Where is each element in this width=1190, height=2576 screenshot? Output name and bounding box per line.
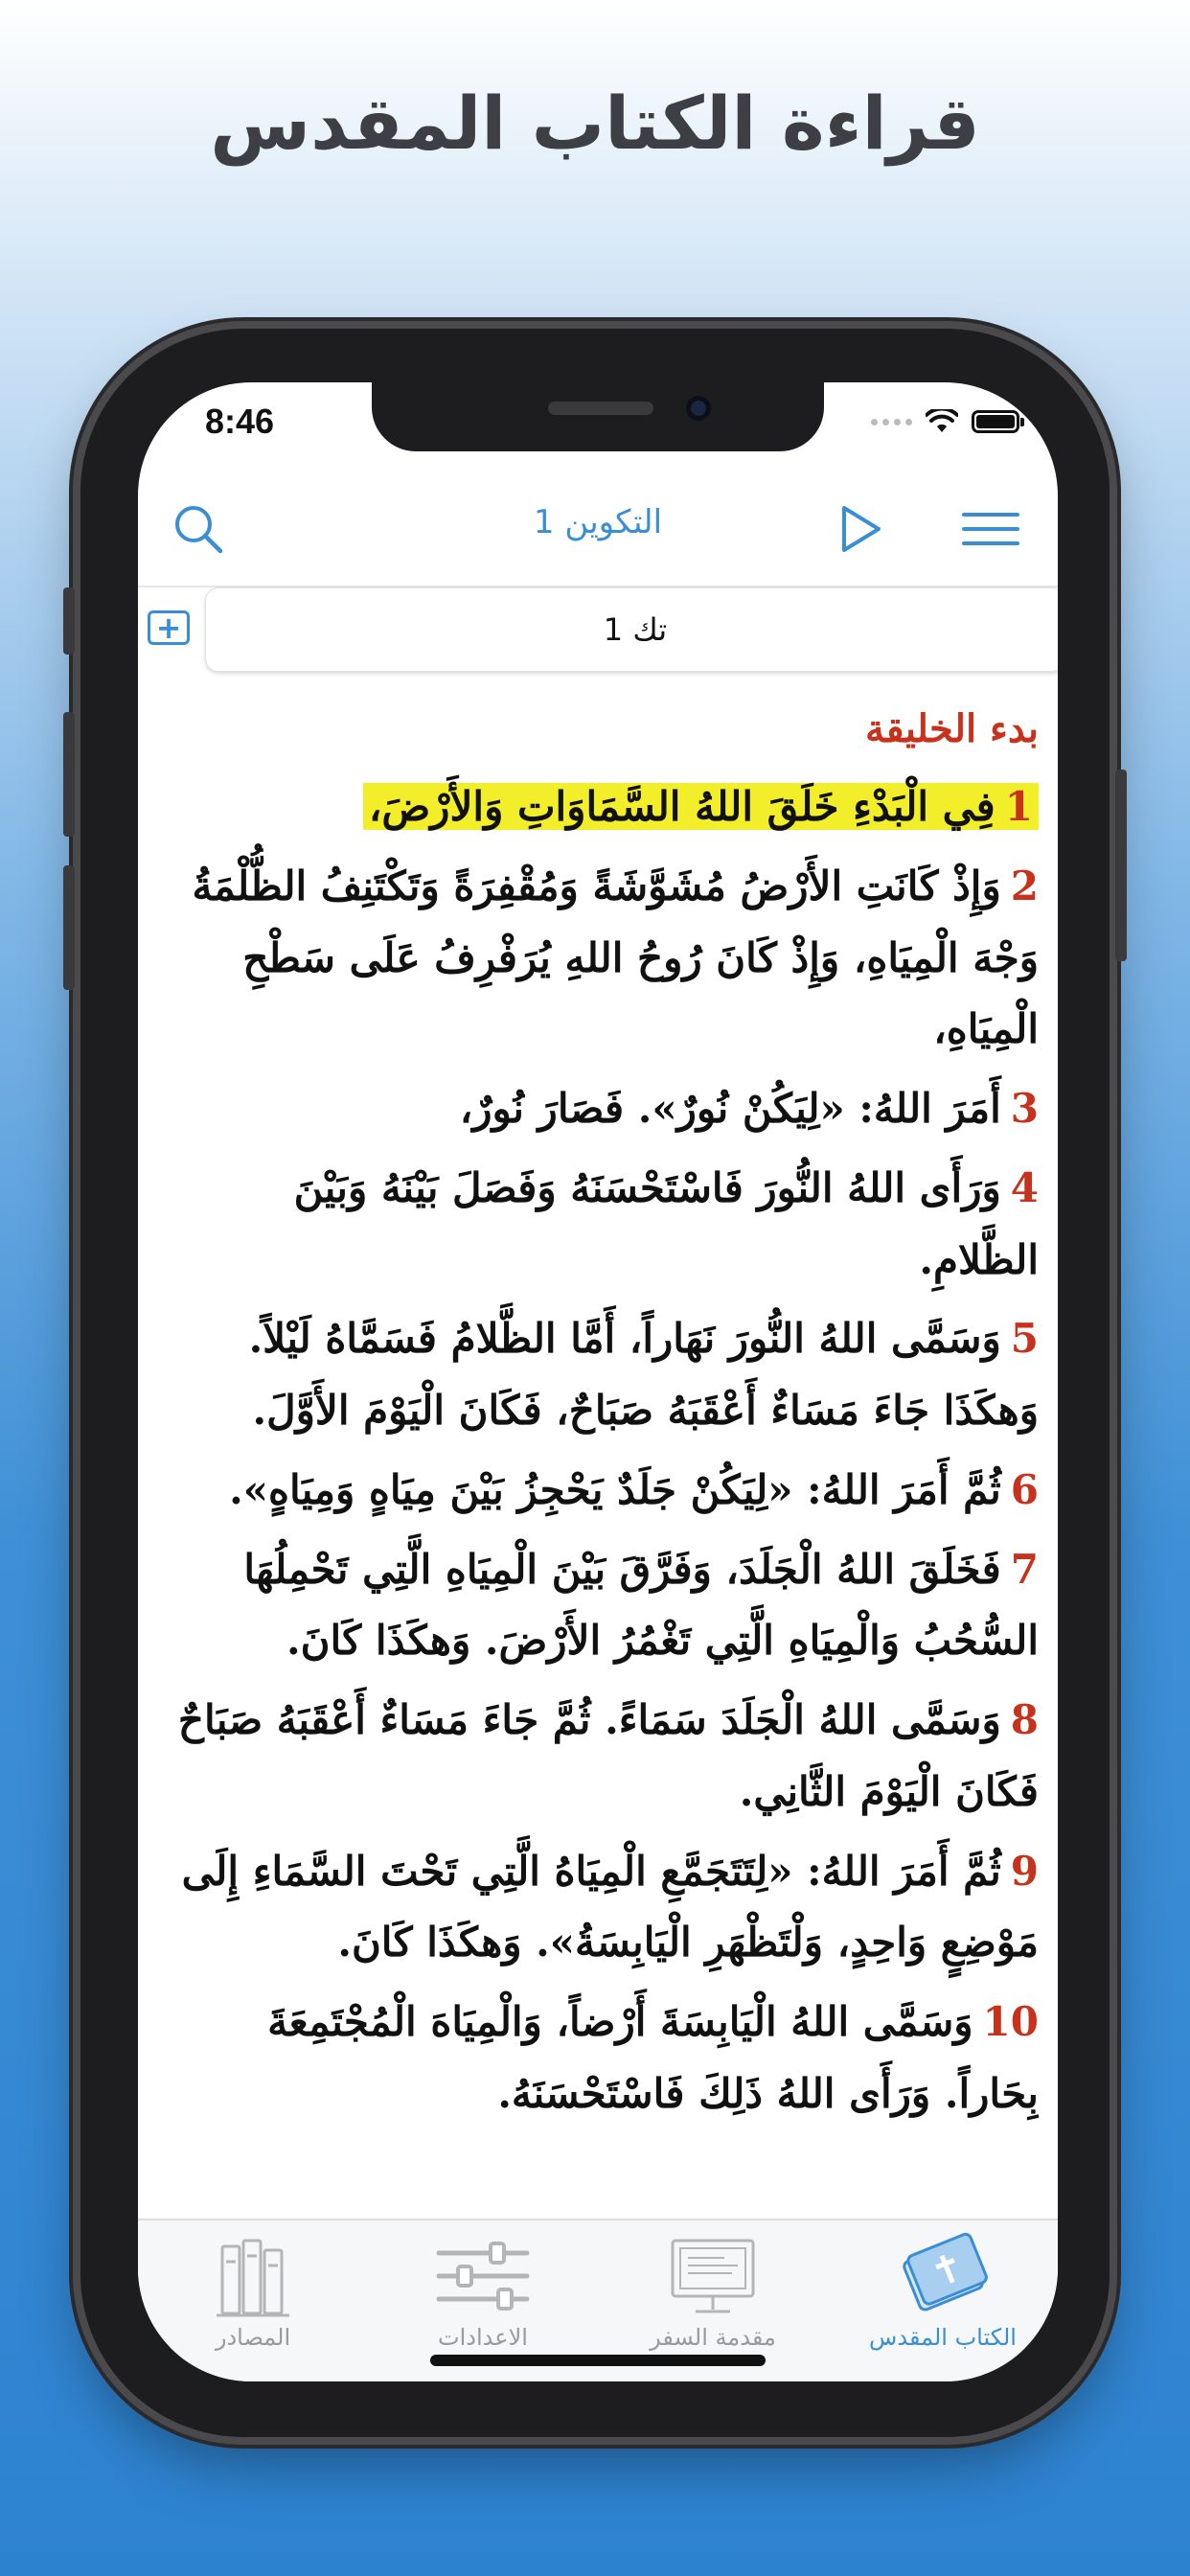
volume-up-button [63,712,75,837]
bottom-tab-bar [138,2219,1058,2381]
verse-7[interactable] [176,1534,1039,1678]
earpiece-speaker [548,402,653,415]
tab-label: الاعدادات [438,2324,528,2351]
bible-book-icon [893,2232,993,2320]
verse-number: 3 [1010,1085,1039,1132]
verse-number: 4 [1010,1163,1039,1211]
section-heading: بدء الخليقة [865,706,1039,751]
verse-8[interactable] [176,1685,1039,1828]
play-icon [838,504,884,554]
promo-headline: قراءة الكتاب المقدس [210,80,980,166]
status-icons [871,407,1019,436]
play-audio-button[interactable] [828,495,895,563]
verse-text: فِي الْبَدْءِ خَلَقَ اللهُ السَّمَاوَاتِ وَالأَرْضَ، [368,783,995,830]
verse-text: فَخَلَقَ اللهُ الْجَلَدَ، وَفَرَّقَ بَيْنَ الْمِيَاهِ الَّتِي تَحْمِلُهَا السُّحُبُ وَالْمِيَاهِ الَّتِي تَغْمُرُ الأَرْضَ. وَهكَذَا كَانَ. [243,1545,1039,1665]
chapter-tab[interactable] [205,587,1058,672]
verse-2[interactable] [176,851,1039,1066]
chapter-tab-label: تك 1 [603,611,668,648]
tab-label: الكتاب المقدس [869,2324,1017,2351]
chapter-tab-bar [138,587,1058,678]
settings-sliders-icon [435,2238,531,2314]
status-time: 8:46 [205,402,275,441]
scripture-reading-area[interactable] [176,699,1039,2218]
tab-label: مقدمة السفر [650,2324,776,2351]
verse-number: 2 [1010,862,1039,909]
phone-frame [80,329,1110,2437]
verse-text: ثُمَّ أَمَرَ اللهُ: «لِتَتَجَمَّعِ الْمِيَاهُ الَّتِي تَحْتَ السَّمَاءِ إِلَى مَوْضِعٍ وَاحِدٍ، وَلْتَظْهَرِ الْيَابِسَةُ». وَهكَذَا كَانَ. [181,1847,1039,1966]
notch [372,382,824,451]
tab-label: المصادر [215,2324,291,2351]
verse-text: ثُمَّ أَمَرَ اللهُ: «لِيَكُنْ جَلَدٌ يَحْجِزُ بَيْنَ مِيَاهٍ وَمِيَاهٍ». [229,1465,1001,1513]
power-button [1115,770,1127,961]
verse-number: 1 [1004,783,1033,830]
verse-text: وَسَمَّى اللهُ الْجَلَدَ سَمَاءً. ثُمَّ جَاءَ مَسَاءٌ أَعْقَبَهُ صَبَاحٌ فَكَانَ الْيَوْمَ الثَّانِي. [177,1696,1039,1815]
tab-bible[interactable] [828,2220,1058,2381]
verse-number: 6 [1010,1465,1039,1513]
front-camera [686,396,711,421]
add-tab-button[interactable] [148,610,190,645]
tab-resources[interactable] [138,2220,368,2381]
navigation-bar [138,478,1058,587]
verse-4[interactable] [176,1153,1039,1297]
phone-screen [138,382,1058,2381]
verse-number: 8 [1010,1696,1039,1743]
verse-text: وَسَمَّى اللهُ الْيَابِسَةَ أَرْضاً، وَالْمِيَاهَ الْمُجْتَمِعَةَ بِحَاراً. وَرَأَى اللهُ ذَلِكَ فَاسْتَحْسَنَهُ. [267,1998,1039,2117]
verse-5[interactable] [176,1303,1039,1447]
cellular-signal-icon [871,419,912,426]
verse-number: 5 [1010,1315,1039,1363]
battery-icon [972,410,1019,433]
home-indicator[interactable] [430,2355,766,2366]
hamburger-menu-icon [962,510,1019,548]
menu-button[interactable] [957,495,1024,563]
book-introduction-icon [667,2233,759,2319]
verse-number: 10 [982,1998,1039,2045]
chapter-title[interactable]: التكوين 1 [533,503,663,541]
library-books-icon [215,2233,291,2319]
plus-icon: + [155,610,182,646]
silent-switch [63,587,75,655]
verse-6[interactable] [176,1455,1039,1527]
verse-number: 7 [1010,1545,1039,1593]
verse-text: وَإِذْ كَانَتِ الأَرْضُ مُشَوَّشَةً وَمُقْفِرَةً وَتَكْتَنِفُ الظُّلْمَةُ وَجْهَ الْمِيَاهِ، وَإِذْ كَانَ رُوحُ اللهِ يُرَفْرِفُ عَلَى سَطْحِ الْمِيَاهِ، [192,862,1039,1053]
verse-9[interactable] [176,1836,1039,1980]
volume-down-button [63,865,75,990]
verse-text: وَسَمَّى اللهُ النُّورَ نَهَاراً، أَمَّا الظَّلامُ فَسَمَّاهُ لَيْلاً. وَهكَذَا جَاءَ مَسَاءٌ أَعْقَبَهُ صَبَاحٌ، فَكَانَ الْيَوْمَ الأَوَّلَ. [248,1315,1039,1434]
verse-1[interactable] [176,771,1039,843]
verse-text: أَمَرَ اللهُ: «لِيَكُنْ نُورٌ». فَصَارَ نُورٌ، [459,1085,1001,1132]
verse-3[interactable] [176,1073,1039,1145]
verse-highlight [363,783,1039,830]
verse-number: 9 [1010,1847,1039,1895]
verse-text: وَرَأَى اللهُ النُّورَ فَاسْتَحْسَنَهُ وَفَصَلَ بَيْنَهُ وَبَيْنَ الظَّلامِ. [293,1163,1039,1283]
wifi-icon [926,409,958,434]
verse-10[interactable] [176,1987,1039,2130]
